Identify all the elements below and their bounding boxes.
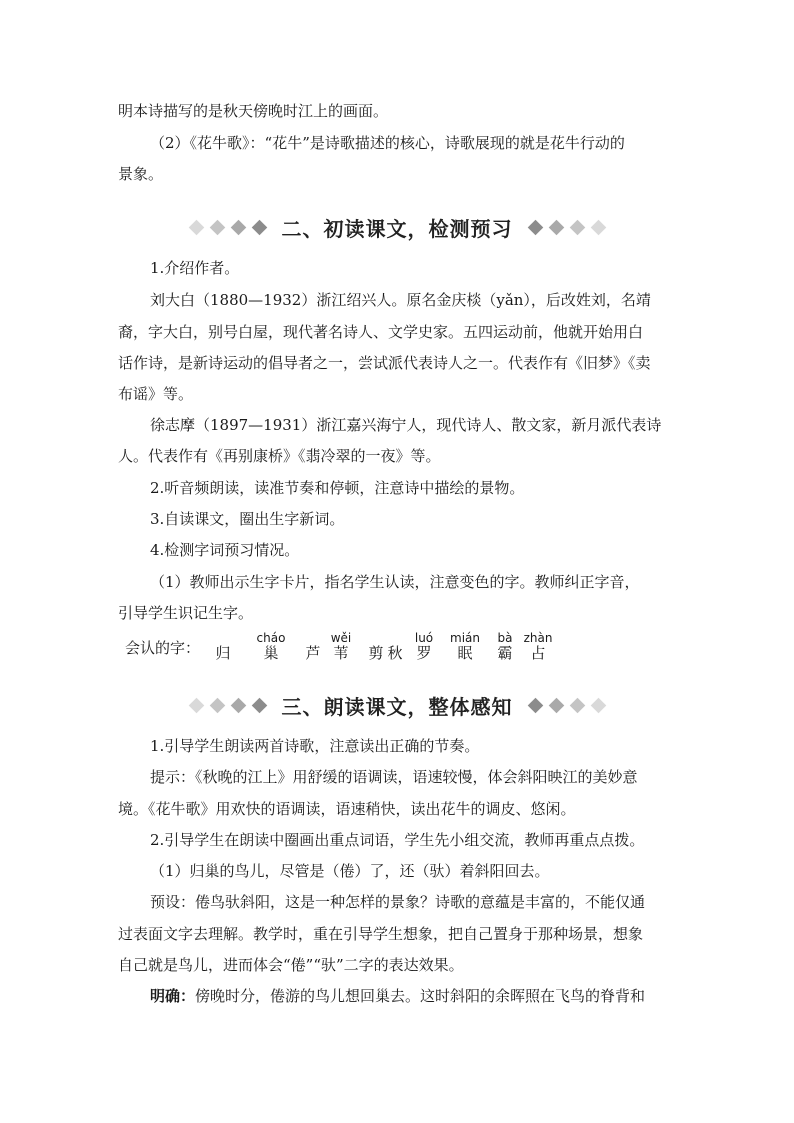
diamond-ornament-left <box>188 700 268 711</box>
section-title: 三、朗读课文，整体感知 <box>281 695 513 719</box>
paragraph-line: 2.听音频朗读，读准节奏和停顿，注意诗中描绘的景物。 <box>150 479 525 497</box>
character-with-pinyin: 剪 <box>368 644 384 662</box>
section-heading-2 <box>0 213 794 242</box>
paragraph-line: 明本诗描写的是秋天傍晚时江上的画面。 <box>118 102 389 120</box>
paragraph-line: （1）归巢的鸟儿，尽管是（倦）了，还（驮）着斜阳回去。 <box>150 862 550 880</box>
paragraph-line: 景象。 <box>118 165 164 183</box>
section-title: 二、初读课文，检测预习 <box>281 217 513 241</box>
character-with-pinyin: zhàn 占 <box>523 631 553 662</box>
character-with-pinyin: 芦 <box>305 644 321 662</box>
paragraph-line: 2.引导学生在朗读中圈画出重点词语，学生先小组交流，教师再重点点拨。 <box>150 831 645 849</box>
paragraph-line: （2）《花牛歌》：“花牛”是诗歌描述的核心，诗歌展现的就是花牛行动的 <box>150 134 625 152</box>
character-with-pinyin: wěi 苇 <box>330 631 352 662</box>
paragraph-line: 3.自读课文，圈出生字新词。 <box>150 510 345 528</box>
paragraph-text: 傍晚时分，倦游的鸟儿想回巢去。这时斜阳的余晖照在飞鸟的脊背和 <box>195 987 646 1005</box>
paragraph-line <box>150 986 645 1006</box>
paragraph-line: 提示：《秋晚的江上》用舒缓的语调读，语速较慢，体会斜阳映江的美妙意 <box>150 768 638 786</box>
character-with-pinyin: luó 罗 <box>414 631 434 662</box>
paragraph-line: 1.引导学生朗读两首诗歌，注意读出正确的节奏。 <box>150 737 480 755</box>
emphasis-label: 明确： <box>150 987 196 1005</box>
paragraph-line: 布谣》等。 <box>118 385 194 403</box>
characters-label: 会认的字： <box>125 639 201 657</box>
paragraph-line: 1.介绍作者。 <box>150 259 240 277</box>
character-with-pinyin: mián 眠 <box>450 631 480 662</box>
paragraph-line: 徐志摩（1897—1931）浙江嘉兴海宁人，现代诗人、散文家，新月派代表诗 <box>150 416 662 434</box>
paragraph-line: 境。《花牛歌》用欢快的语调读，语速稍快，读出花牛的调皮、悠闲。 <box>118 800 576 818</box>
character-with-pinyin: 秋 <box>387 644 403 662</box>
paragraph-line: 裔，字大白，别号白屋，现代著名诗人、文学史家。五四运动前，他就开始用白 <box>118 323 644 341</box>
diamond-ornament-right <box>527 700 607 711</box>
paragraph-line: 引导学生识记生字。 <box>118 604 254 622</box>
paragraph-line: （1）教师出示生字卡片，指名学生认读，注意变色的字。教师纠正字音， <box>150 573 640 591</box>
paragraph-line: 4.检测字词预习情况。 <box>150 541 300 559</box>
character-with-pinyin: bà 霸 <box>497 631 513 662</box>
section-heading-3 <box>0 691 794 720</box>
paragraph-line: 刘大白（1880—1932）浙江绍兴人。原名金庆棪（yǎn），后改姓刘，名靖 <box>150 291 651 309</box>
diamond-ornament-right <box>527 222 607 233</box>
character-with-pinyin: 归 <box>215 644 231 662</box>
recognition-characters-row <box>125 632 605 662</box>
paragraph-line: 预设：倦鸟驮斜阳，这是一种怎样的景象？诗歌的意蕴是丰富的，不能仅通 <box>150 893 646 911</box>
paragraph-line: 话作诗，是新诗运动的倡导者之一，尝试派代表诗人之一。代表作有《旧梦》《卖 <box>118 354 651 372</box>
paragraph-line: 人。代表作有《再别康桥》《翡冷翠的一夜》等。 <box>118 447 441 465</box>
paragraph-line: 自己就是鸟儿，进而体会“倦”“驮”二字的表达效果。 <box>118 956 464 974</box>
diamond-ornament-left <box>188 222 268 233</box>
character-with-pinyin: cháo 巢 <box>256 631 286 662</box>
paragraph-line: 过表面文字去理解。教学时，重在引导学生想象，把自己置身于那种场景，想象 <box>118 925 644 943</box>
